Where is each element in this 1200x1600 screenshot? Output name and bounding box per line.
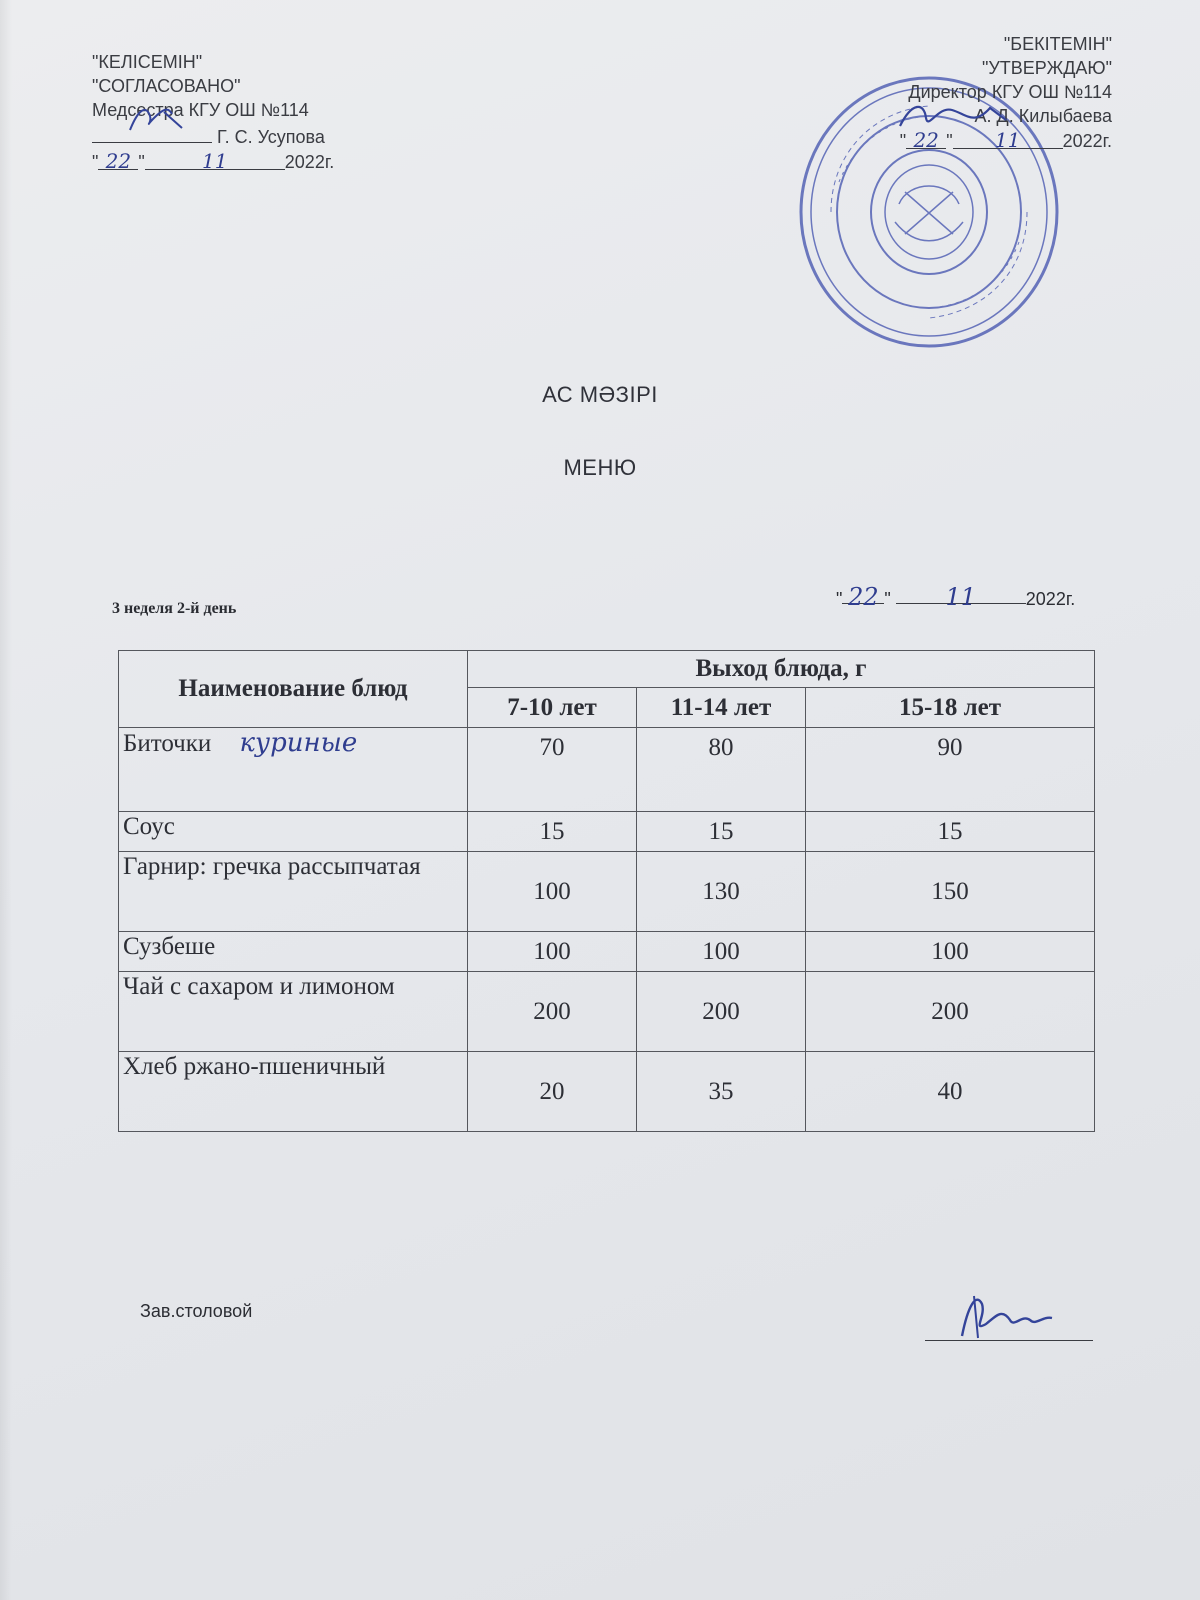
director-signature-icon	[894, 96, 1014, 136]
approved-date-day: 22	[906, 128, 946, 149]
table-row	[119, 812, 1095, 852]
canteen-head-signature-icon	[952, 1286, 1062, 1346]
portion-value: 150	[806, 852, 1095, 932]
portion-value: 100	[637, 932, 806, 972]
table-row	[119, 1052, 1095, 1132]
table-header-row	[119, 651, 1095, 688]
portion-value: 80	[637, 728, 806, 812]
approved-date-month: 11	[953, 128, 1063, 149]
dish-name: Чай с сахаром и лимоном	[119, 972, 468, 1052]
menu-date-year: 2022г.	[1025, 589, 1076, 609]
table-row	[119, 728, 1095, 812]
dish-name-text: Биточки	[123, 730, 212, 757]
portion-value: 130	[637, 852, 806, 932]
dish-name: Соус	[119, 812, 468, 852]
nurse-signature-blank	[92, 122, 212, 143]
approved-label-ru: "УТВЕРЖДАЮ"	[981, 58, 1112, 78]
portion-value: 15	[637, 812, 806, 852]
title-kz: АС МӘЗІРІ	[542, 382, 658, 407]
menu-date: " 22 " 11 2022г.	[836, 583, 1076, 611]
portion-value: 100	[468, 852, 637, 932]
director-name-line	[900, 104, 1112, 128]
table-row	[119, 972, 1095, 1052]
approved-position: Директор КГУ ОШ №114	[908, 82, 1112, 102]
week-day-label: 3 неделя 2-й день	[112, 600, 237, 617]
portion-value: 100	[806, 932, 1095, 972]
handwritten-note: куриные	[239, 728, 358, 758]
portion-value: 15	[806, 812, 1095, 852]
portion-value: 15	[468, 812, 637, 852]
header-dish-name: Наименование блюд	[119, 651, 468, 728]
director-name: А. Д. Килыбаева	[974, 106, 1112, 126]
approved-block	[900, 32, 1112, 153]
age-group: 11-14 лет	[637, 688, 806, 728]
agreed-date-month: 11	[145, 149, 285, 170]
nurse-signature-icon	[124, 102, 194, 136]
agreed-label-kz: "КЕЛІСЕМІН"	[92, 52, 203, 72]
dish-name: Гарнир: гречка рассыпчатая	[119, 852, 468, 932]
approved-date: " 22 " 11 2022г.	[899, 128, 1112, 152]
portion-value: 200	[806, 972, 1095, 1052]
agreed-signature-line	[92, 122, 334, 149]
page-edge-shadow	[0, 0, 12, 1600]
nurse-name: Г. С. Усупова	[217, 127, 325, 147]
agreed-date: " 22 " 11 2022г.	[92, 149, 335, 173]
dish-name: Сузбеше	[119, 932, 468, 972]
portion-value: 200	[468, 972, 637, 1052]
approved-date-year: 2022г.	[1062, 131, 1112, 151]
age-group: 15-18 лет	[806, 688, 1095, 728]
menu-date-day: 22	[842, 583, 884, 604]
portion-value: 200	[637, 972, 806, 1052]
dish-name: Хлеб ржано-пшеничный	[119, 1052, 468, 1132]
table-row	[119, 852, 1095, 932]
agreed-date-day: 22	[98, 149, 138, 170]
menu-table	[118, 650, 1095, 1132]
menu-date-month: 11	[896, 583, 1026, 604]
title-ru: МЕНЮ	[563, 455, 637, 480]
portion-value: 35	[637, 1052, 806, 1132]
agreed-date-year: 2022г.	[284, 152, 335, 172]
portion-value: 20	[468, 1052, 637, 1132]
portion-value: 70	[468, 728, 637, 812]
dish-name	[119, 728, 468, 812]
portion-value: 90	[806, 728, 1095, 812]
table-row	[119, 932, 1095, 972]
portion-value: 40	[806, 1052, 1095, 1132]
approved-label-kz: "БЕКІТЕМІН"	[1003, 34, 1112, 54]
age-group: 7-10 лет	[468, 688, 637, 728]
canteen-head-label: Зав.столовой	[140, 1301, 253, 1321]
agreed-position: Медсестра КГУ ОШ №114	[92, 100, 309, 120]
agreed-label-ru: "СОГЛАСОВАНО"	[92, 76, 241, 96]
header-dish-output: Выход блюда, г	[468, 651, 1095, 688]
portion-value: 100	[468, 932, 637, 972]
agreed-block	[92, 50, 334, 174]
